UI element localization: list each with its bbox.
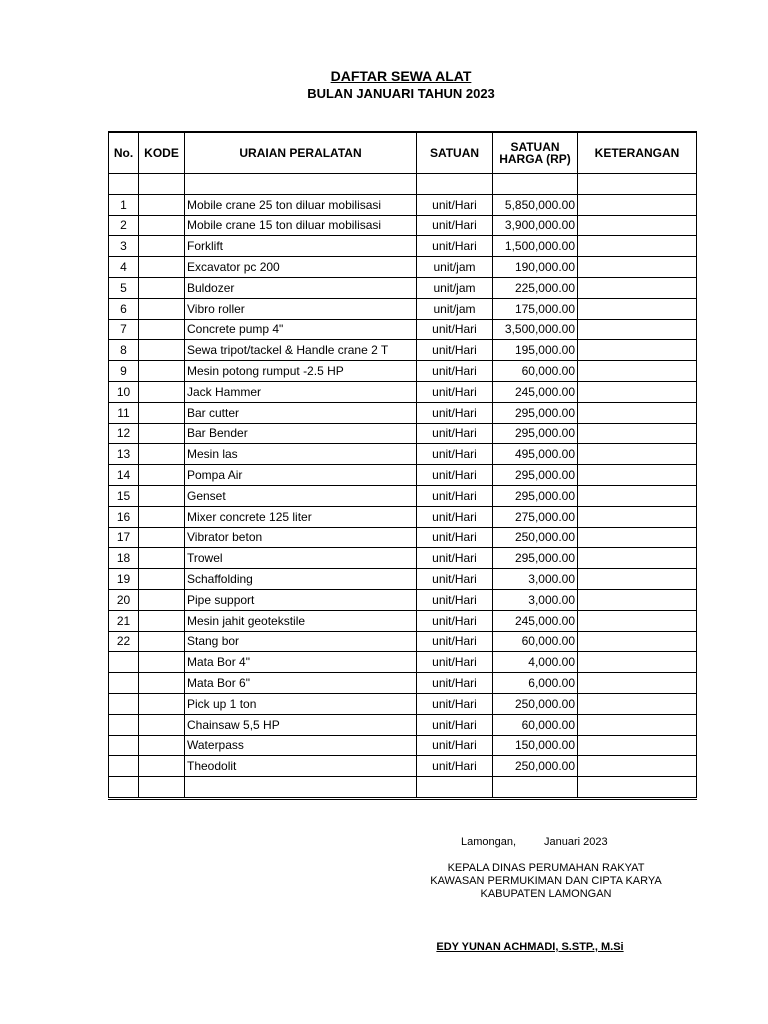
table-row [109, 465, 697, 486]
cell-keterangan [578, 631, 697, 652]
cell-keterangan [578, 194, 697, 215]
cell-keterangan [578, 465, 697, 486]
cell-no: 7 [109, 319, 139, 340]
cell-price: 3,000.00 [493, 589, 578, 610]
signatory-name: EDY YUNAN ACHMADI, S.STP., M.Si [436, 941, 624, 953]
cell-price: 245,000.00 [493, 610, 578, 631]
cell-price: 1,500,000.00 [493, 236, 578, 257]
cell-no: 22 [109, 631, 139, 652]
cell-kode [139, 610, 185, 631]
cell-price: 295,000.00 [493, 548, 578, 569]
col-header-no: No. [109, 132, 139, 174]
table-row [109, 506, 697, 527]
cell-price: 3,000.00 [493, 569, 578, 590]
cell-kode [139, 215, 185, 236]
cell-no: 18 [109, 548, 139, 569]
cell-price: 4,000.00 [493, 652, 578, 673]
cell-unit: unit/Hari [417, 569, 493, 590]
cell-keterangan [578, 444, 697, 465]
table-row [109, 361, 697, 382]
cell-unit: unit/jam [417, 277, 493, 298]
cell-no: 6 [109, 298, 139, 319]
cell-item: Mobile crane 15 ton diluar mobilisasi [185, 215, 417, 236]
col-header-harga-line2: HARGA (RP) [499, 152, 571, 166]
document-title: DAFTAR SEWA ALAT [330, 68, 472, 84]
cell-keterangan [578, 361, 697, 382]
cell-item: Mesin las [185, 444, 417, 465]
office-line-2: KAWASAN PERMUKIMAN DAN CIPTA KARYA [430, 875, 662, 887]
cell-kode [139, 361, 185, 382]
cell-unit: unit/Hari [417, 381, 493, 402]
cell-kode [139, 465, 185, 486]
cell-keterangan [578, 569, 697, 590]
cell-no: 19 [109, 569, 139, 590]
cell-no [109, 652, 139, 673]
table-row [109, 277, 697, 298]
cell-item: Mata Bor 6" [185, 673, 417, 694]
cell-unit: unit/Hari [417, 610, 493, 631]
table-row [109, 714, 697, 735]
cell-price: 245,000.00 [493, 381, 578, 402]
cell-no [109, 693, 139, 714]
cell-price: 495,000.00 [493, 444, 578, 465]
cell-item: Pipe support [185, 589, 417, 610]
cell-item: Mobile crane 25 ton diluar mobilisasi [185, 194, 417, 215]
cell-price: 175,000.00 [493, 298, 578, 319]
cell-keterangan [578, 236, 697, 257]
cell-price: 60,000.00 [493, 714, 578, 735]
table-row [109, 610, 697, 631]
cell-keterangan [578, 506, 697, 527]
cell-no: 15 [109, 485, 139, 506]
cell-no [109, 714, 139, 735]
cell-kode [139, 756, 185, 777]
cell-unit: unit/Hari [417, 527, 493, 548]
table-row [109, 735, 697, 756]
cell-item: Vibrator beton [185, 527, 417, 548]
cell-no: 12 [109, 423, 139, 444]
cell-no: 5 [109, 277, 139, 298]
cell-item: Vibro roller [185, 298, 417, 319]
cell-kode [139, 548, 185, 569]
cell-keterangan [578, 298, 697, 319]
cell-item: Forklift [185, 236, 417, 257]
cell-no: 16 [109, 506, 139, 527]
cell-unit: unit/Hari [417, 465, 493, 486]
cell-price: 295,000.00 [493, 485, 578, 506]
cell-price: 295,000.00 [493, 423, 578, 444]
cell-keterangan [578, 548, 697, 569]
table-row [109, 257, 697, 278]
cell-unit: unit/Hari [417, 215, 493, 236]
cell-keterangan [578, 693, 697, 714]
cell-kode [139, 631, 185, 652]
cell-unit: unit/jam [417, 257, 493, 278]
cell-keterangan [578, 381, 697, 402]
cell-unit: unit/Hari [417, 423, 493, 444]
cell-kode [139, 569, 185, 590]
table-row [109, 673, 697, 694]
cell-unit: unit/Hari [417, 194, 493, 215]
cell-unit: unit/Hari [417, 693, 493, 714]
cell-kode [139, 340, 185, 361]
cell-unit: unit/jam [417, 298, 493, 319]
cell-item: Mesin potong rumput -2.5 HP [185, 361, 417, 382]
cell-item: Theodolit [185, 756, 417, 777]
cell-kode [139, 735, 185, 756]
cell-no [109, 673, 139, 694]
cell-price: 195,000.00 [493, 340, 578, 361]
cell-kode [139, 444, 185, 465]
cell-keterangan [578, 277, 697, 298]
cell-kode [139, 381, 185, 402]
table-row [109, 402, 697, 423]
rental-table [108, 131, 697, 800]
cell-unit: unit/Hari [417, 319, 493, 340]
col-header-kode: KODE [139, 132, 185, 174]
cell-item: Mixer concrete 125 liter [185, 506, 417, 527]
table-row [109, 527, 697, 548]
cell-kode [139, 506, 185, 527]
cell-item: Chainsaw 5,5 HP [185, 714, 417, 735]
table-row [109, 693, 697, 714]
cell-kode [139, 714, 185, 735]
cell-item: Schaffolding [185, 569, 417, 590]
cell-kode [139, 485, 185, 506]
cell-item: Excavator pc 200 [185, 257, 417, 278]
cell-item: Bar cutter [185, 402, 417, 423]
cell-keterangan [578, 215, 697, 236]
cell-item: Buldozer [185, 277, 417, 298]
cell-kode [139, 194, 185, 215]
cell-no [109, 735, 139, 756]
cell-unit: unit/Hari [417, 589, 493, 610]
cell-keterangan [578, 652, 697, 673]
table-row [109, 381, 697, 402]
cell-price: 190,000.00 [493, 257, 578, 278]
cell-unit: unit/Hari [417, 361, 493, 382]
table-row [109, 194, 697, 215]
office-line-3: KABUPATEN LAMONGAN [480, 888, 612, 900]
col-header-harga [493, 132, 578, 174]
cell-item: Genset [185, 485, 417, 506]
cell-no: 13 [109, 444, 139, 465]
cell-no: 8 [109, 340, 139, 361]
cell-unit: unit/Hari [417, 402, 493, 423]
cell-unit: unit/Hari [417, 735, 493, 756]
table-row [109, 589, 697, 610]
cell-price: 5,850,000.00 [493, 194, 578, 215]
cell-keterangan [578, 527, 697, 548]
table-row [109, 485, 697, 506]
table-row [109, 652, 697, 673]
signature-date: Januari 2023 [544, 836, 608, 848]
cell-keterangan [578, 756, 697, 777]
cell-item: Mesin jahit geotekstile [185, 610, 417, 631]
cell-kode [139, 319, 185, 340]
table-row [109, 444, 697, 465]
cell-kode [139, 589, 185, 610]
signature-office [400, 862, 692, 901]
cell-kode [139, 693, 185, 714]
table-row [109, 631, 697, 652]
cell-unit: unit/Hari [417, 714, 493, 735]
cell-keterangan [578, 340, 697, 361]
cell-unit: unit/Hari [417, 652, 493, 673]
col-header-harga-line1: SATUAN [510, 140, 560, 154]
table-row [109, 423, 697, 444]
cell-unit: unit/Hari [417, 444, 493, 465]
cell-no [109, 756, 139, 777]
col-header-uraian: URAIAN PERALATAN [185, 132, 417, 174]
cell-unit: unit/Hari [417, 506, 493, 527]
cell-price: 60,000.00 [493, 631, 578, 652]
cell-unit: unit/Hari [417, 756, 493, 777]
cell-keterangan [578, 610, 697, 631]
cell-item: Pompa Air [185, 465, 417, 486]
cell-price: 250,000.00 [493, 693, 578, 714]
cell-price: 295,000.00 [493, 465, 578, 486]
table-row [109, 756, 697, 777]
table-row [109, 215, 697, 236]
cell-item: Pick up 1 ton [185, 693, 417, 714]
cell-item: Jack Hammer [185, 381, 417, 402]
cell-keterangan [578, 257, 697, 278]
cell-no: 11 [109, 402, 139, 423]
table-row [109, 340, 697, 361]
col-header-satuan: SATUAN [417, 132, 493, 174]
cell-unit: unit/Hari [417, 485, 493, 506]
cell-keterangan [578, 423, 697, 444]
cell-price: 275,000.00 [493, 506, 578, 527]
cell-kode [139, 652, 185, 673]
cell-unit: unit/Hari [417, 631, 493, 652]
col-header-keterangan: KETERANGAN [578, 132, 697, 174]
cell-no: 9 [109, 361, 139, 382]
table-header-row [109, 132, 697, 174]
cell-price: 6,000.00 [493, 673, 578, 694]
cell-price: 295,000.00 [493, 402, 578, 423]
cell-item: Trowel [185, 548, 417, 569]
table-row [109, 236, 697, 257]
cell-kode [139, 298, 185, 319]
table-row-empty [109, 777, 697, 799]
cell-keterangan [578, 589, 697, 610]
cell-no: 17 [109, 527, 139, 548]
cell-kode [139, 257, 185, 278]
cell-kode [139, 402, 185, 423]
cell-kode [139, 277, 185, 298]
cell-keterangan [578, 714, 697, 735]
cell-keterangan [578, 485, 697, 506]
cell-unit: unit/Hari [417, 673, 493, 694]
cell-no: 1 [109, 194, 139, 215]
cell-price: 250,000.00 [493, 756, 578, 777]
cell-price: 225,000.00 [493, 277, 578, 298]
cell-kode [139, 236, 185, 257]
cell-kode [139, 673, 185, 694]
cell-item: Stang bor [185, 631, 417, 652]
cell-item: Bar Bender [185, 423, 417, 444]
table-row [109, 298, 697, 319]
cell-no: 3 [109, 236, 139, 257]
cell-item: Waterpass [185, 735, 417, 756]
cell-no: 10 [109, 381, 139, 402]
cell-no: 4 [109, 257, 139, 278]
cell-keterangan [578, 673, 697, 694]
cell-price: 150,000.00 [493, 735, 578, 756]
cell-price: 3,500,000.00 [493, 319, 578, 340]
cell-no: 14 [109, 465, 139, 486]
cell-no: 21 [109, 610, 139, 631]
office-line-1: KEPALA DINAS PERUMAHAN RAKYAT [447, 862, 645, 874]
table-row [109, 319, 697, 340]
cell-keterangan [578, 735, 697, 756]
cell-item: Sewa tripot/tackel & Handle crane 2 T [185, 340, 417, 361]
cell-unit: unit/Hari [417, 548, 493, 569]
cell-keterangan [578, 319, 697, 340]
cell-item: Concrete pump 4" [185, 319, 417, 340]
cell-price: 250,000.00 [493, 527, 578, 548]
cell-price: 60,000.00 [493, 361, 578, 382]
signature-place: Lamongan, [461, 836, 517, 848]
cell-unit: unit/Hari [417, 340, 493, 361]
cell-kode [139, 527, 185, 548]
cell-price: 3,900,000.00 [493, 215, 578, 236]
cell-keterangan [578, 402, 697, 423]
cell-kode [139, 423, 185, 444]
document-subtitle: BULAN JANUARI TAHUN 2023 [307, 86, 495, 101]
table-row [109, 548, 697, 569]
cell-item: Mata Bor 4" [185, 652, 417, 673]
cell-unit: unit/Hari [417, 236, 493, 257]
table-row-spacer [109, 174, 697, 195]
cell-no: 2 [109, 215, 139, 236]
cell-no: 20 [109, 589, 139, 610]
table-row [109, 569, 697, 590]
